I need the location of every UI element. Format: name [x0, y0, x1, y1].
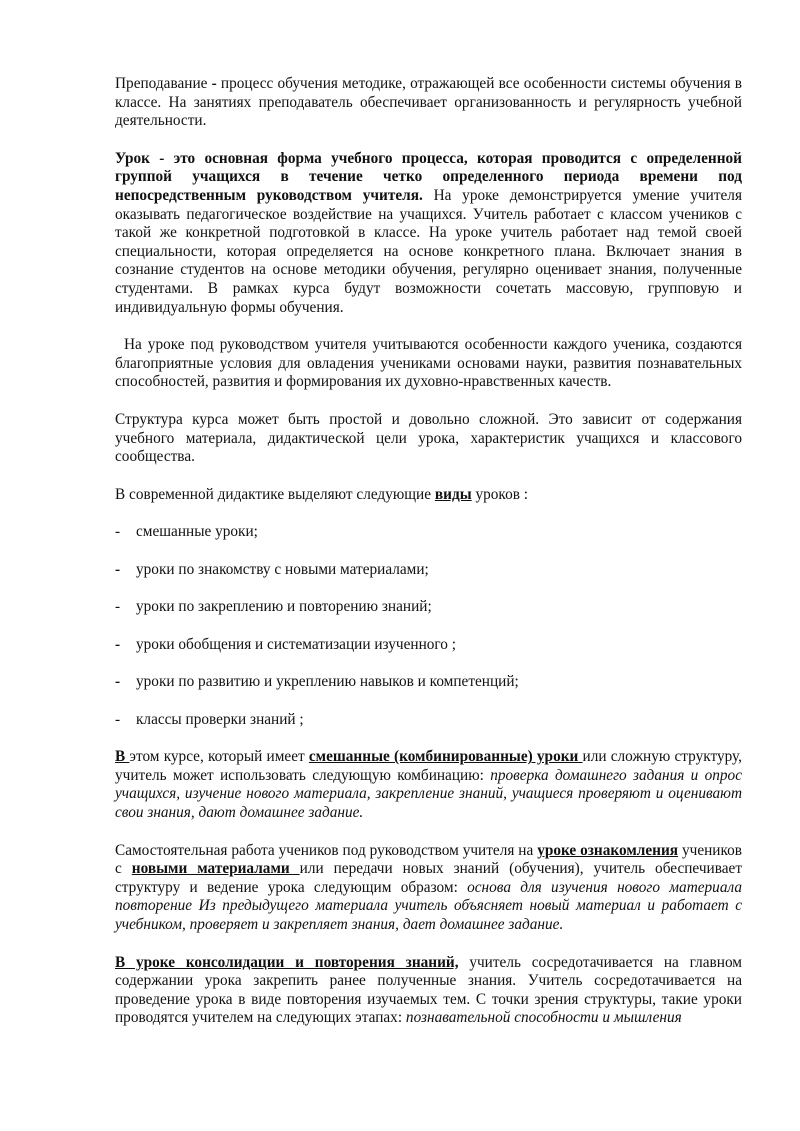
list-bullet: -: [115, 635, 121, 653]
list-item: [115, 561, 742, 580]
paragraph-lesson-definition: [115, 150, 742, 317]
paragraph-text: учитель сосредотачивается на главном содержании урока закрепить ранее полученные знания. Учитель сосредотачивается на проведение урока в виде повторения изучаемых тем. С точки зрения структуры, такие уроки проводятся учителем на следующих этапах:: [115, 953, 742, 1027]
list-bullet: -: [115, 560, 121, 578]
term-mixed-lessons: смешанные (комбинированные) уроки: [308, 748, 583, 766]
term-teaching: Преподавание: [115, 75, 208, 92]
term-introduction-lesson: уроке ознакомления: [537, 841, 679, 859]
list-item: [115, 523, 742, 542]
paragraph-text: уроков :: [471, 485, 529, 503]
paragraph-course-structure: Структура курса может быть простой и довольно сложной. Это зависит от содержания учебного материала, дидактической цели урока, характеристик учащихся и классового сообщества.: [115, 410, 742, 466]
term-consolidation-lesson: В уроке консолидации и повторения знаний,: [115, 953, 459, 971]
list-item-text: смешанные уроки;: [136, 523, 258, 541]
list-item-text: классы проверки знаний ;: [136, 710, 304, 728]
paragraph-introduction-lesson: [115, 842, 742, 935]
paragraph-text: или передачи новых знаний (обучения), учитель обеспечивает структуру и ведение урока следующим образом:: [115, 860, 743, 896]
dash: -: [207, 75, 221, 92]
list-bullet: -: [115, 673, 121, 691]
paragraph-text: На уроке демонстрируется умение учителя оказывать педагогическое воздействие на учащихся. Учитель работает с классом учеников с такой же конкретной подготовкой в классе. На уроке учитель работает над темой своей специальности, которая определяется на основе конкретного плана. Включает знания в сознание студентов на основе методики обучения, регулярно оценивает знания, полученные студентами. В рамках курса будут возможности сочетать массовую, групповую и индивидуальную формы обучения.: [115, 186, 742, 316]
paragraph-text: Самостоятельная работа учеников под руководством учителя на: [115, 841, 538, 859]
list-item-text: уроки по развитию и укреплению навыков и компетенций;: [136, 673, 519, 691]
lesson-definition-bold: Урок - это основная форма учебного процесса, которая проводится с определенной группой учащихся в течение четко определенного периода времени под непосредственным руководством учителя.: [115, 149, 742, 204]
term-new-materials: новыми материалами: [131, 860, 300, 878]
list-item: [115, 673, 742, 692]
list-item: [115, 598, 742, 617]
list-item-text: уроки обобщения и систематизации изученного ;: [136, 635, 457, 653]
paragraph-text: или сложную структуру, учитель может использовать следующую комбинацию:: [115, 748, 742, 784]
term-v: В: [115, 748, 130, 766]
italic-text: основа для изучения нового материала повторение Из предыдущего материала учитель объясняет новый материал и работает с учебником, проверяет и закрепляет знания, дает домашнее задание.: [115, 878, 742, 934]
list-bullet: -: [115, 598, 121, 616]
list-item-text: уроки по знакомству с новыми материалами;: [136, 560, 429, 578]
list-item: [115, 711, 742, 730]
paragraph-consolidation-lesson: [115, 954, 742, 1028]
paragraph-teacher-guidance: На уроке под руководством учителя учитываются особенности каждого ученика, создаются благоприятные условия для овладения учениками основами науки, развития познавательных способностей, развития и формирования их духовно-нравственных качеств.: [115, 336, 742, 391]
list-item: [115, 636, 742, 655]
paragraph-text: учеников с: [115, 841, 743, 878]
list-item-text: уроки по закреплению и повторению знаний;: [136, 598, 432, 616]
paragraph-lesson-types-intro: [115, 486, 742, 505]
italic-text: проверка домашнего задания и опрос учащихся, изучение нового материала, закрепление знаний, учащиеся проверяют и оценивают свои знания, дают домашнее задание.: [115, 766, 742, 822]
italic-text: познавательной способности и мышления: [405, 1009, 682, 1027]
paragraph-teaching: [115, 75, 742, 131]
document-body: [115, 75, 742, 1028]
lesson-types-list: [115, 523, 742, 730]
paragraph-text: В современной дидактике выделяют следующие: [115, 485, 435, 503]
term-types: виды: [434, 485, 472, 503]
list-bullet: -: [115, 710, 121, 728]
paragraph-text: этом курсе, который имеет: [129, 748, 309, 766]
list-bullet: -: [115, 523, 121, 541]
paragraph-mixed-lessons: [115, 748, 742, 822]
paragraph-text: процесс обучения методике, отражающей все особенности системы обучения в классе. На занятиях преподаватель обеспечивает организованность и регулярность учебной деятельности.: [115, 75, 742, 130]
